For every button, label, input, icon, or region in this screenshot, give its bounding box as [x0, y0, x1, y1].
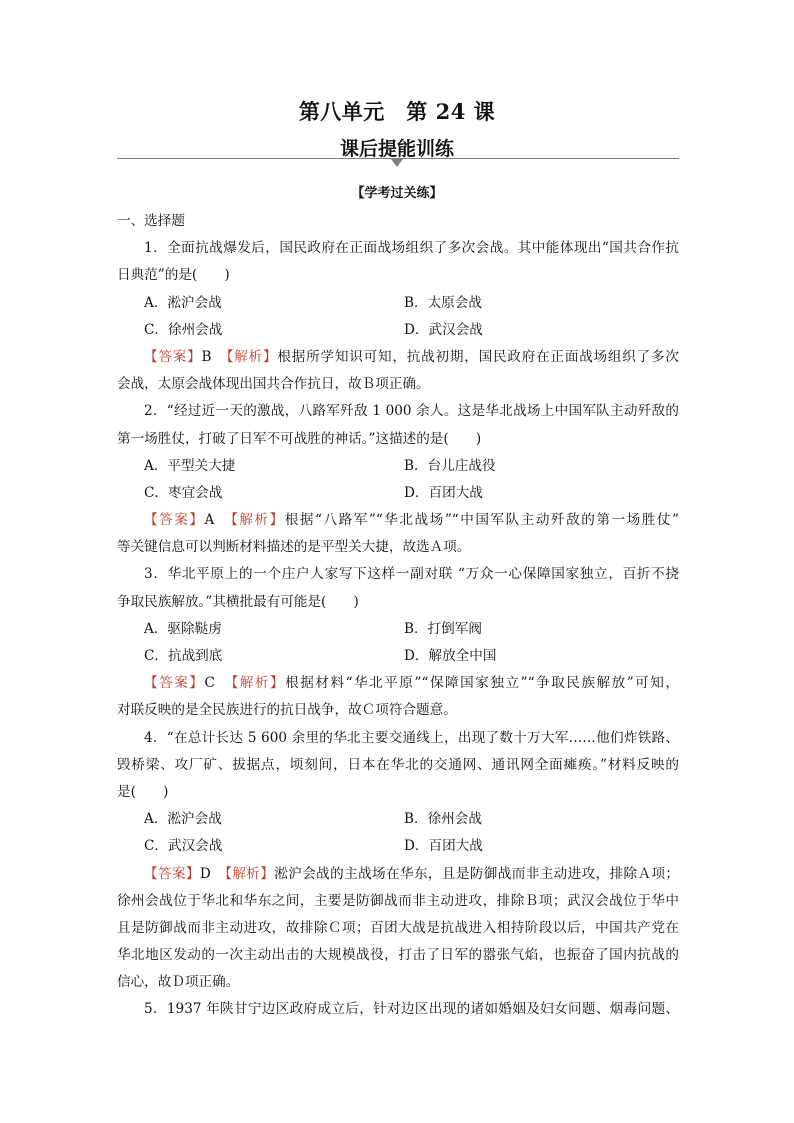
- page-subtitle: 课后提能训练: [339, 138, 454, 160]
- question-1-option-a: A．淞沪会战: [144, 294, 222, 311]
- question-1-analysis-text-1: 根据所学知识可知，抗战初期，国民政府在正面战场组织了多次: [277, 348, 680, 365]
- question-3-stem-line-1: 3．华北平原上的一个庄户人家写下这样一副对联 “万众一心保障国家独立，百折不挠: [144, 566, 679, 583]
- page-title: 第八单元 第 24 课: [298, 99, 496, 124]
- part-heading: 一、选择题: [117, 213, 185, 229]
- question-4-option-c: C．武汉会战: [144, 838, 223, 855]
- question-2-analysis-text-1: 根据“八路军”“华北战场”“中国军队主动歼敌的第一场胜仗”: [284, 512, 680, 529]
- question-4-options-row-2: [117, 833, 679, 860]
- analysis-tag: 【解析】: [231, 675, 286, 692]
- question-4-analysis-line-2: 徐州会战位于华北和华东之间，主要是防御战而非主动进攻，排除Ｂ项；武汉会战位于华中: [117, 892, 679, 909]
- question-2-answer: A: [204, 512, 215, 529]
- question-1-option-b: B．太原会战: [404, 294, 482, 311]
- question-1-options-row-1: [117, 290, 679, 317]
- answer-tag: 【答案】: [144, 348, 202, 365]
- question-4-option-a: A．淞沪会战: [144, 811, 222, 828]
- question-1-option-c: C．徐州会战: [144, 321, 223, 338]
- question-3-option-a: A．驱除鞑虏: [144, 620, 222, 637]
- question-1-analysis-line-2: 会战，太原会战体现出国共合作抗日，故Ｂ项正确。: [117, 376, 430, 393]
- question-2-stem-line-2: 第一场胜仗，打破了日军不可战胜的神话。”这描述的是( ): [117, 430, 482, 447]
- question-4-analysis-line-5: 信心，故Ｄ项正确。: [117, 974, 240, 991]
- question-2-option-c: C．枣宜会战: [144, 484, 223, 501]
- question-4-option-b: B．徐州会战: [404, 811, 482, 828]
- analysis-tag: 【解析】: [231, 512, 285, 529]
- question-1-analysis-line-1: [117, 344, 679, 371]
- question-content: [117, 208, 679, 1024]
- question-1-stem-line-2: 日典范”的是( ): [117, 267, 230, 284]
- question-3-stem-line-2: 争取民族解放。”其横批最有可能是( ): [117, 593, 359, 610]
- divider-triangle-icon: [391, 159, 403, 167]
- question-4-analysis-text-1: 淞沪会战的主战场在华东，且是防御战而非主动进攻，排除Ａ项；: [274, 865, 680, 882]
- question-2-option-a: A．平型关大捷: [144, 457, 236, 474]
- question-3-analysis-line-2: 对联反映的是全民族进行的抗日战争，故Ｃ项符合题意。: [117, 702, 457, 719]
- question-1-option-d: D．武汉会战: [404, 321, 483, 338]
- section-heading: 【学考过关练】: [351, 186, 443, 201]
- answer-tag: 【答案】: [144, 512, 205, 529]
- question-4-analysis-line-1: [117, 861, 679, 888]
- analysis-tag: 【解析】: [226, 348, 278, 365]
- question-3-option-c: C．抗战到底: [144, 648, 223, 664]
- question-2-options-row-2: [117, 480, 679, 507]
- question-3-options-row-2: [117, 643, 679, 670]
- question-4-analysis-line-3: 且是防御战而非主动进攻，故排除Ｃ项；百团大战是抗战进入相持阶段以后，中国共产党在: [117, 919, 679, 936]
- answer-tag: 【答案】: [144, 865, 200, 882]
- question-1-answer: B: [201, 348, 212, 365]
- question-2-stem-line-1: 2．“经过近一天的激战，八路军歼敌 1 000 余人。这是华北战场上中国军队主动歼敌的: [144, 403, 679, 420]
- question-5-stem-line-1: 5．1937 年陕甘宁边区政府成立后，针对边区出现的诸如婚姻及妇女问题、烟毒问题、: [144, 1001, 679, 1018]
- question-3-analysis-text-1: 根据材料“华北平原”“保障国家独立”“争取民族解放”可知，: [285, 675, 680, 692]
- question-2-option-b: B．台儿庄战役: [404, 457, 496, 474]
- question-2-options-row-1: [117, 453, 679, 480]
- question-4-answer: D: [199, 865, 211, 882]
- question-2-analysis-line-1: [117, 507, 679, 534]
- question-4-options-row-1: [117, 806, 679, 833]
- question-4-stem-line-2: 毁桥梁、攻厂矿、拔据点，顷刻间，日本在华北的交通网、通讯网全面瘫痪。”材料反映的: [117, 756, 679, 773]
- question-1-stem-line-1: 1．全面抗战爆发后，国民政府在正面战场组织了多次会战。其中能体现出“国共合作抗: [144, 240, 679, 257]
- question-4-analysis-line-4: 华北地区发动的一次主动出击的大规模战役，打击了日军的嚣张气焰，也振奋了国内抗战的: [117, 947, 679, 964]
- question-1-options-row-2: [117, 317, 679, 344]
- question-2-analysis-line-2: 等关键信息可以判断材料描述的是平型关大捷，故选Ａ项。: [117, 539, 471, 556]
- question-2-option-d: D．百团大战: [404, 484, 483, 501]
- analysis-tag: 【解析】: [225, 865, 275, 882]
- question-3-options-row-1: [117, 616, 679, 643]
- question-3-answer: C: [204, 675, 215, 692]
- question-3-analysis-line-1: [117, 670, 679, 697]
- question-4-stem-line-3: 是( ): [117, 783, 169, 800]
- question-3-option-d: D．解放全中国: [404, 648, 497, 664]
- answer-tag: 【答案】: [144, 675, 205, 692]
- question-4-option-d: D．百团大战: [404, 838, 483, 855]
- question-3-option-b: B．打倒军阀: [404, 620, 482, 637]
- question-4-stem-line-1: 4．“在总计长达 5 600 余里的华北主要交通线上，出现了数十万大军……他们炸铁路、: [144, 729, 679, 746]
